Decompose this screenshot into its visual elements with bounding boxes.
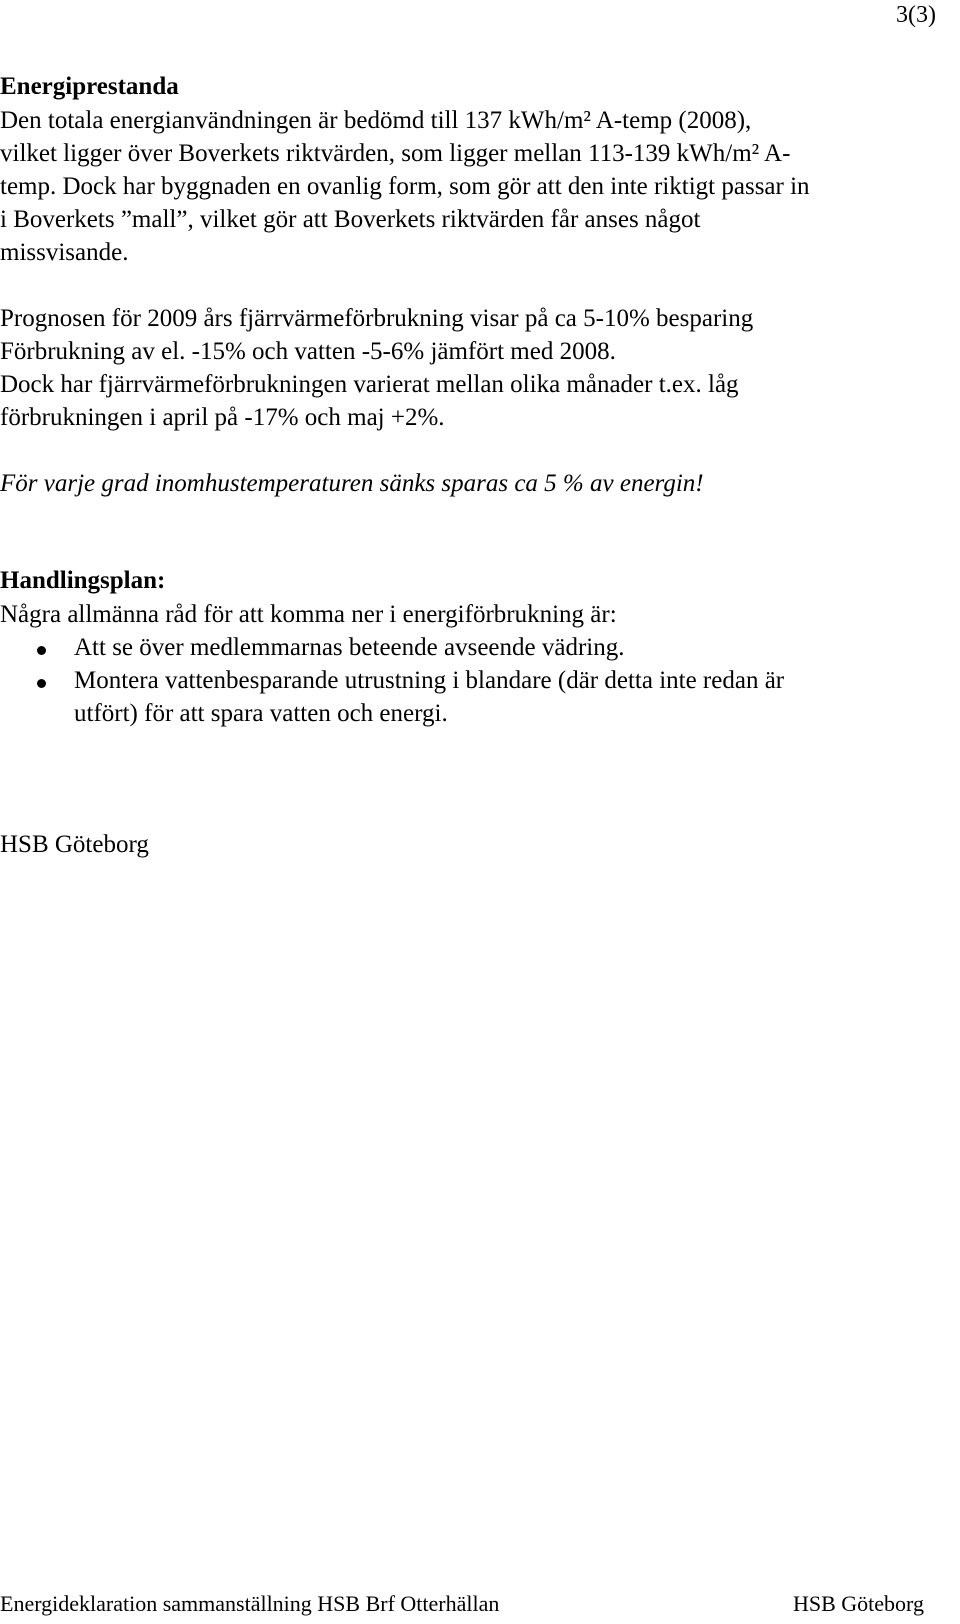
energy-tip: För varje grad inomhustemperaturen sänks sparas ca 5 % av energin! (0, 470, 704, 497)
action-plan-title: Handlingsplan: (0, 567, 166, 594)
energy-paragraph-line-2: vilket ligger över Boverkets riktvärden, som ligger mellan 113-139 kWh/m² A- (0, 140, 791, 167)
energy-paragraph-line-1: Den totala energianvändningen är bedömd till 137 kWh/m² A-temp (2008), (0, 107, 752, 134)
footer-left: Energideklaration sammanställning HSB Brf Otterhällan (0, 1591, 500, 1616)
bullet-item-2-line-2: utfört) för att spara vatten och energi. (74, 700, 448, 727)
energy-title: Energiprestanda (0, 73, 179, 100)
forecast-line-4: förbrukningen i april på -17% och maj +2%. (0, 404, 445, 431)
bullet-item-1-line-1: Att se över medlemmarnas beteende avseende vädring. (74, 634, 625, 661)
page-number: 3(3) (896, 2, 936, 28)
bullet-icon (37, 646, 46, 655)
bullet-icon (37, 679, 46, 688)
forecast-line-2: Förbrukning av el. -15% och vatten -5-6% jämfört med 2008. (0, 338, 616, 365)
action-plan-intro: Några allmänna råd för att komma ner i energiförbrukning är: (0, 601, 617, 628)
bullet-item-2-line-1: Montera vattenbesparande utrustning i blandare (där detta inte redan är (74, 667, 785, 694)
energy-paragraph-line-5: missvisande. (0, 239, 129, 266)
signature: HSB Göteborg (0, 831, 149, 858)
energy-paragraph-line-4: i Boverkets ”mall”, vilket gör att Boverkets riktvärden får anses något (0, 206, 701, 233)
footer-right: HSB Göteborg (793, 1591, 924, 1616)
energy-paragraph-line-3: temp. Dock har byggnaden en ovanlig form, som gör att den inte riktigt passar in (0, 173, 810, 200)
forecast-line-1: Prognosen för 2009 års fjärrvärmeförbrukning visar på ca 5-10% besparing (0, 305, 754, 332)
forecast-line-3: Dock har fjärrvärmeförbrukningen varierat mellan olika månader t.ex. låg (0, 371, 739, 398)
